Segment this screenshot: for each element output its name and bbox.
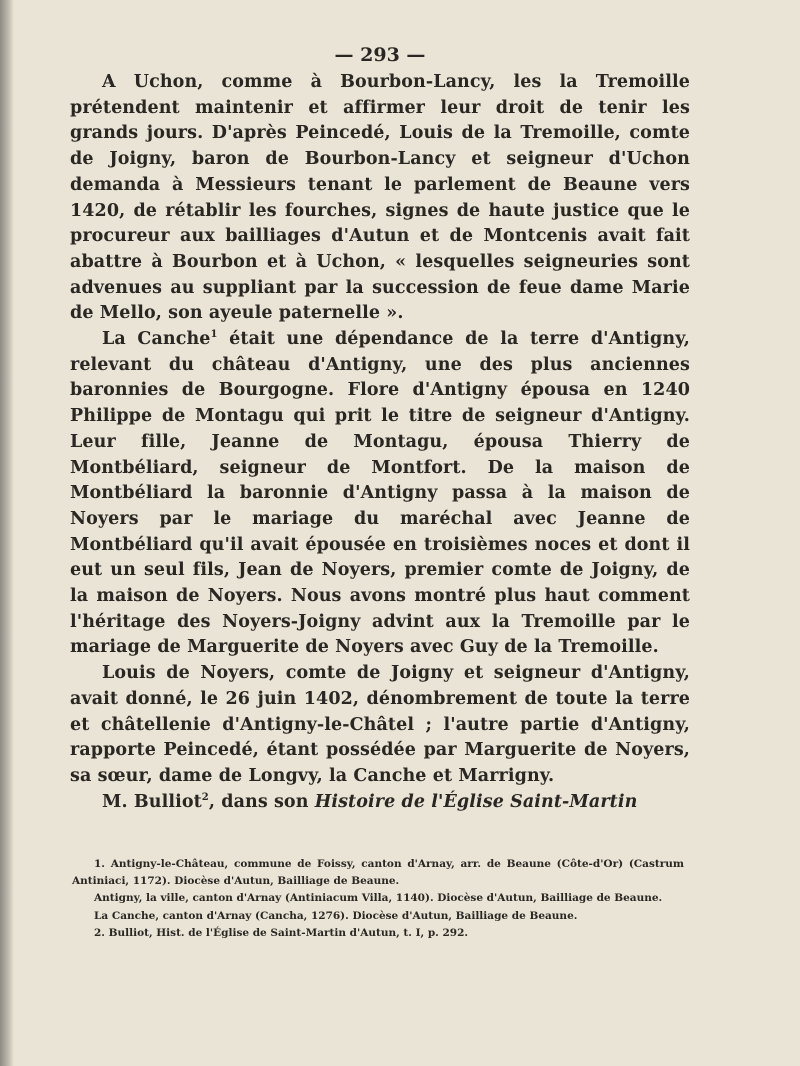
footnote-2: 2. Bulliot, Hist. de l'Église de Saint-Martin d'Autun, t. I, p. 292. — [94, 927, 469, 939]
paragraph-2-text-end: était une dépendance de la terre d'Antigny, relevant du château d'Antigny, une des plus anciennes baronnies de Bourgogne. Flore d'Antigny épousa en 1240 Philippe de Montagu qui prit le titre de seigneur d'Antigny. Leur fille, Jeanne de Montagu, épousa Thierry de Montbéliard, seigneur de Montfort. De la maison de Montbéliard la baronnie d'Antigny passa à la maison de Noyers par le mariage du maréchal avec Jeanne de Montbéliard qu'il avait épousée en troisièmes noces et dont il eut un seul fils, Jean de Noyers, premier comte de Joigny, de la maison de Noyers. Nous avons montré plus haut comment l'héritage des Noyers-Joigny advint aux la Tremoille par le mariage de Marguerite de Noyers avec Guy de la Tremoille. — [70, 329, 690, 658]
work-title: Histoire de l'Église Saint-Martin — [314, 791, 638, 812]
footnote-1: 1. Antigny-le-Château, commune de Foissy, canton d'Arnay, arr. de Beaune (Côte-d'Or) (Castrum Antiniaci, 1172). Diocèse d'Autun, Bailliage de Beaune. — [72, 858, 684, 887]
paragraph-3 — [70, 661, 690, 790]
paragraph-1-text: A Uchon, comme à Bourbon-Lancy, les la Tremoille prétendent maintenir et affirmer leur droit de tenir les grands jours. D'après Peincedé, Louis de la Tremoille, comte de Joigny, baron de Bourbon-Lancy et seigneur d'Uchon demanda à Messieurs tenant le parlement de Beaune vers 1420, de rétablir les fourches, signes de haute justice que le procureur aux bailliages d'Autun et de Montcenis avait fait abattre à Bourbon et à Uchon, « lesquelles seigneuries sont advenues au suppliant par la succession de feue dame Marie de Mello, son ayeule paternelle ». — [70, 72, 690, 324]
book-gutter-shadow — [0, 0, 14, 1066]
body-text — [70, 70, 690, 815]
paragraph-3-text: Louis de Noyers, comte de Joigny et seigneur d'Antigny, avait donné, le 26 juin 1402, dénombrement de toute la terre et châtellenie d'Antigny-le-Châtel ; l'autre partie d'Antigny, rapporte Peincedé, étant possédée par Marguerite de Noyers, sa sœur, dame de Longvy, la Canche et Marrigny. — [70, 663, 690, 786]
footnote-1-continuation-a: Antigny, la ville, canton d'Arnay (Antiniacum Villa, 1140). Diocèse d'Autun, Bailliage de Beaune. — [94, 892, 663, 904]
footnote-ref-2: 2 — [201, 791, 209, 803]
page-number: — 293 — — [334, 44, 426, 66]
paragraph-4-text-mid: , dans son — [208, 791, 315, 812]
paragraph-1 — [70, 70, 690, 327]
paragraph-2 — [70, 327, 690, 661]
footnotes — [72, 856, 684, 943]
paragraph-4-text-start: M. Bulliot — [102, 791, 202, 812]
paragraph-2-text-start: La Canche — [102, 329, 211, 350]
book-page — [70, 40, 690, 815]
paragraph-4 — [70, 790, 690, 816]
footnote-1-continuation-b: La Canche, canton d'Arnay (Cancha, 1276). Diocèse d'Autun, Bailliage de Beaune. — [94, 909, 578, 922]
footnote-ref-1: 1 — [210, 329, 218, 341]
